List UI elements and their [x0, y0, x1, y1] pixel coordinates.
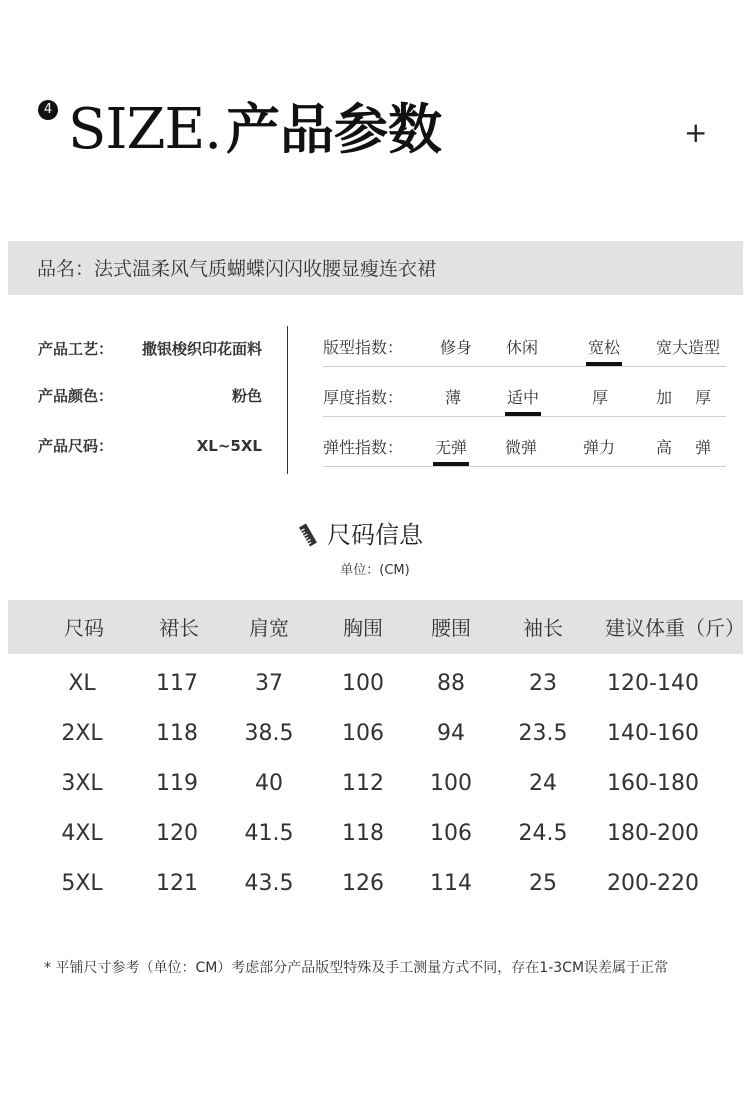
cell-bust: 112: [342, 771, 384, 796]
fit-option-oversized: 宽大造型: [656, 338, 721, 357]
attr-label-size: 产品尺码：: [38, 437, 114, 455]
header-length: 裙长: [159, 616, 199, 640]
attr-value-size: XL~5XL: [196, 437, 262, 455]
header-shoulder: 肩宽: [249, 616, 289, 640]
thickness-option-thin: 薄: [445, 388, 462, 407]
cell-bust: 106: [342, 721, 384, 746]
cell-size: 2XL: [61, 721, 103, 746]
cell-waist: 100: [430, 771, 472, 796]
title-chinese: 产品参数: [226, 98, 442, 161]
cell-weight: 120-140: [607, 671, 699, 696]
cell-sleeve: 23.5: [518, 721, 568, 746]
cell-sleeve: 25: [529, 871, 557, 896]
table-row: [0, 669, 750, 699]
cell-length: 118: [156, 721, 198, 746]
cell-sleeve: 24.5: [518, 821, 568, 846]
table-row: [0, 869, 750, 899]
cell-length: 119: [156, 771, 198, 796]
fit-option-slim: 修身: [440, 338, 473, 357]
cell-sleeve: 24: [529, 771, 557, 796]
cell-shoulder: 41.5: [244, 821, 294, 846]
cell-size: XL: [68, 671, 96, 696]
divider-line: [323, 366, 726, 367]
attr-label-color: 产品颜色：: [38, 387, 114, 405]
cell-shoulder: 40: [255, 771, 283, 796]
cell-weight: 180-200: [607, 821, 699, 846]
cell-length: 121: [156, 871, 198, 896]
cell-length: 117: [156, 671, 198, 696]
table-row: [0, 819, 750, 849]
attr-value-craft: 撒银梭织印花面料: [141, 340, 262, 358]
cell-size: 5XL: [61, 871, 103, 896]
attr-value-color: 粉色: [231, 387, 262, 405]
cell-waist: 88: [437, 671, 465, 696]
cell-size: 3XL: [61, 771, 103, 796]
elasticity-index-label: 弹性指数：: [323, 438, 404, 457]
unit-label: 单位：(CM): [340, 563, 410, 578]
product-name-bar: [8, 241, 743, 295]
thickness-index-label: 厚度指数：: [323, 388, 404, 407]
page-header: [0, 0, 750, 200]
cell-shoulder: 37: [255, 671, 283, 696]
elasticity-option-none: 无弹: [435, 438, 468, 457]
thickness-option-thick: 厚: [592, 388, 609, 407]
attr-label-craft: 产品工艺：: [38, 340, 114, 358]
cell-waist: 106: [430, 821, 472, 846]
section-number-badge: 4: [38, 100, 58, 120]
measurement-footnote: * 平铺尺寸参考（单位：CM）考虑部分产品版型特殊及手工测量方式不同，存在1-3CM误差属于正常: [44, 960, 669, 976]
thickness-option-extra-thick: 加 厚: [656, 388, 712, 407]
product-name: 品名：法式温柔风气质蝴蝶闪闪收腰显瘦连衣裙: [37, 258, 437, 280]
divider-line: [323, 416, 726, 417]
table-row: [0, 719, 750, 749]
header-sleeve: 袖长: [523, 616, 563, 640]
cell-weight: 140-160: [607, 721, 699, 746]
elasticity-option-high: 高 弹: [656, 438, 712, 457]
table-row: [0, 769, 750, 799]
cell-shoulder: 38.5: [244, 721, 294, 746]
cell-waist: 94: [437, 721, 465, 746]
fit-option-casual: 休闲: [506, 338, 539, 357]
cell-bust: 126: [342, 871, 384, 896]
cell-sleeve: 23: [529, 671, 557, 696]
title-english: SIZE.: [68, 97, 222, 162]
header-weight: 建议体重（斤）: [605, 616, 745, 640]
divider-vertical: [287, 326, 288, 474]
divider-line: [323, 466, 726, 467]
cell-length: 120: [156, 821, 198, 846]
cell-size: 4XL: [61, 821, 103, 846]
header-size: 尺码: [64, 616, 104, 640]
header-bust: 胸围: [343, 616, 383, 640]
fit-option-loose: 宽松: [588, 338, 621, 357]
cell-weight: 160-180: [607, 771, 699, 796]
size-info-title: 尺码信息: [327, 521, 423, 549]
cell-weight: 200-220: [607, 871, 699, 896]
elasticity-option-slight: 微弹: [505, 438, 538, 457]
cell-shoulder: 43.5: [244, 871, 294, 896]
elasticity-option-stretch: 弹力: [583, 438, 616, 457]
cell-bust: 118: [342, 821, 384, 846]
header-waist: 腰围: [431, 616, 471, 640]
cell-waist: 114: [430, 871, 472, 896]
thickness-option-medium: 适中: [507, 388, 540, 407]
ruler-icon: [296, 523, 320, 547]
plus-icon[interactable]: +: [684, 116, 708, 149]
fit-index-label: 版型指数：: [323, 338, 404, 357]
cell-bust: 100: [342, 671, 384, 696]
size-table-header: [8, 600, 743, 654]
